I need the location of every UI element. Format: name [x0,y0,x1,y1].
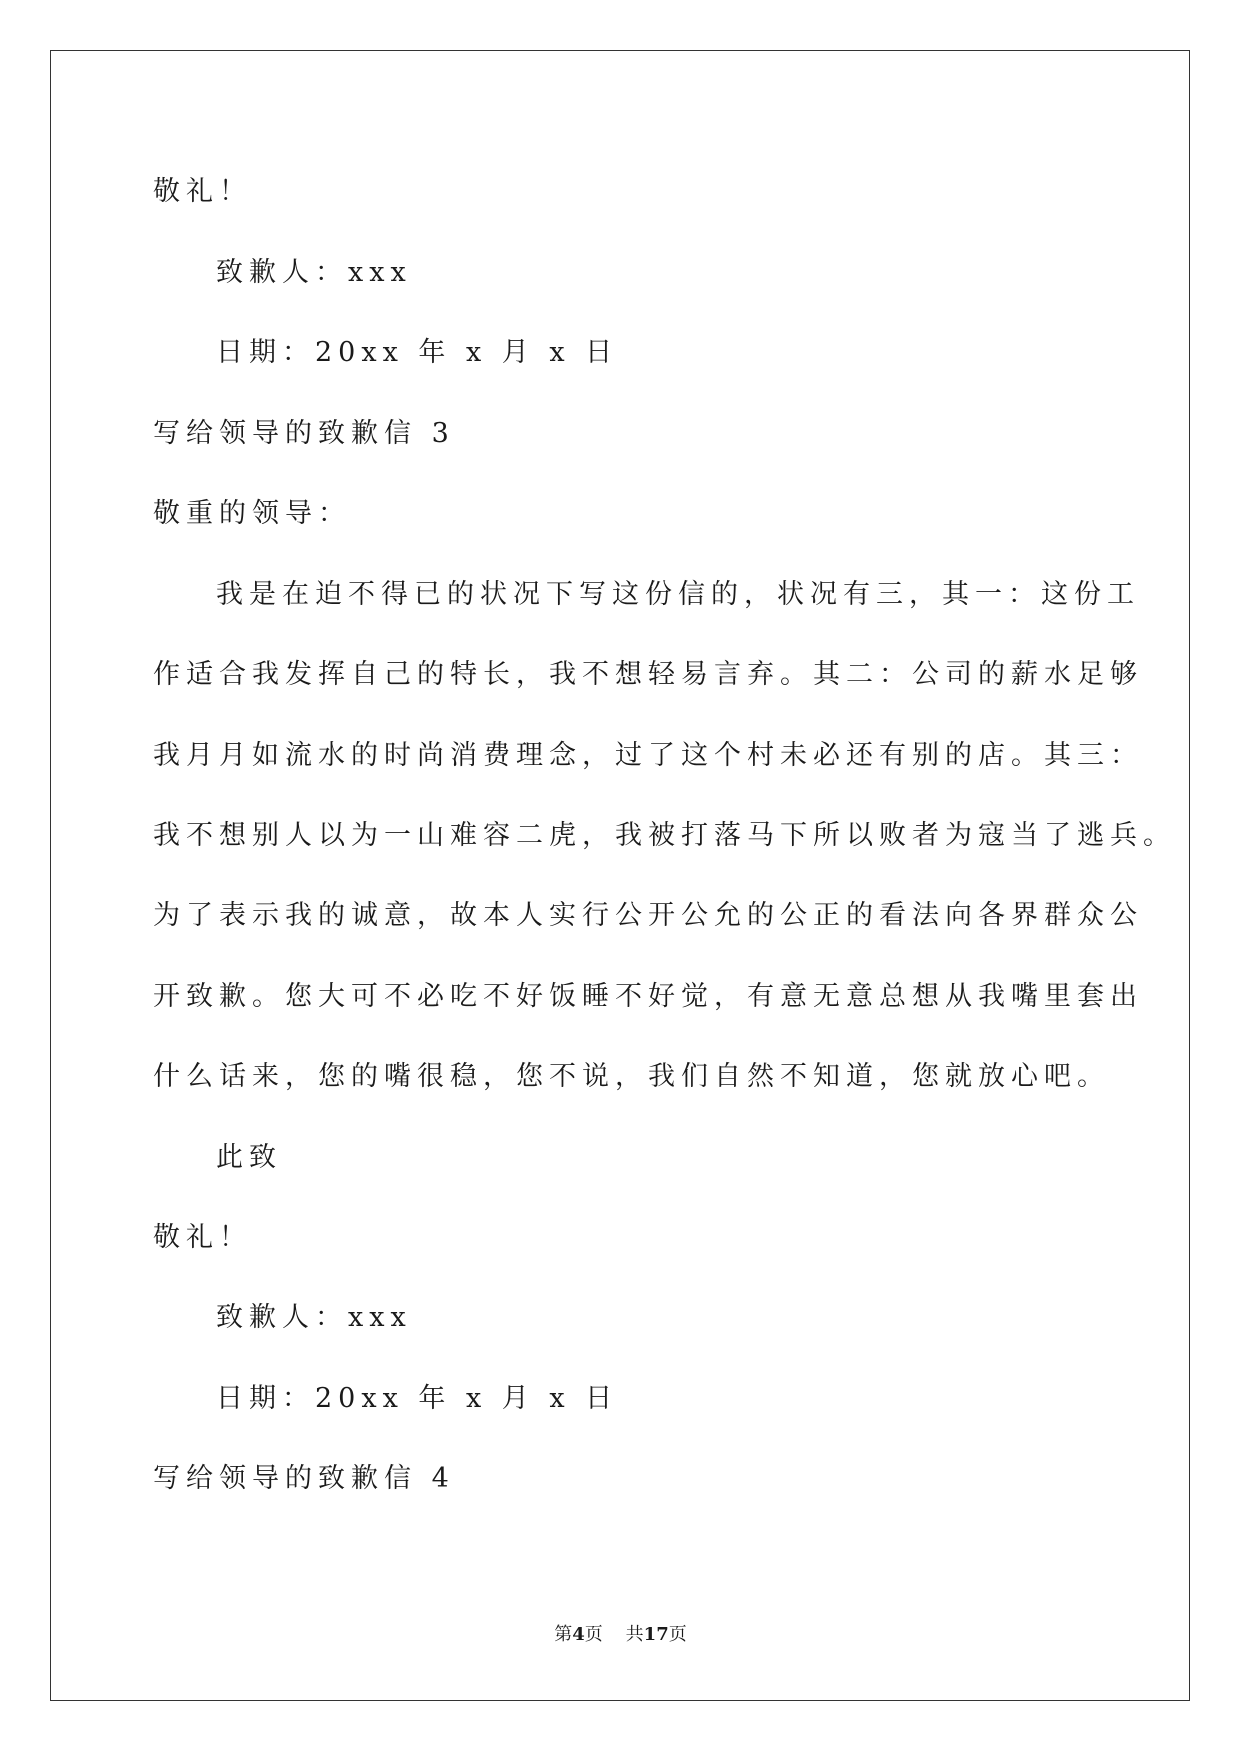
paragraph-line: 什么话来，您的嘴很稳，您不说，我们自然不知道，您就放心吧。 [153,1061,1110,1092]
page-suffix: 页 [584,1624,603,1645]
closing-salute: 敬礼！ [153,1222,252,1253]
total-pages: 17 [643,1624,669,1645]
paragraph-line: 开致歉。您大可不必吃不好饭睡不好觉，有意无意总想从我嘴里套出 [153,981,1143,1012]
section-heading: 写给领导的致歉信 4 [153,1463,455,1494]
salutation: 敬重的领导： [153,498,351,529]
closing-phrase: 此致 [216,1142,282,1173]
total-prefix: 共 [625,1624,644,1645]
page-border [50,50,1190,1701]
page-number: 4 [572,1624,585,1645]
signer-line: 致歉人：xxx [216,257,412,288]
paragraph-line: 我不想别人以为一山难容二虎，我被打落马下所以败者为寇当了逃兵。 [153,820,1176,851]
closing-salute: 敬礼！ [153,176,252,207]
paragraph-line: 为了表示我的诚意，故本人实行公开公允的公正的看法向各界群众公 [153,900,1143,931]
date-line: 日期：20xx 年 x 月 x 日 [216,337,619,368]
paragraph-line: 我月月如流水的时尚消费理念，过了这个村未必还有别的店。其三： [153,740,1143,771]
paragraph-line: 我是在迫不得已的状况下写这份信的，状况有三，其一：这份工 [216,579,1140,610]
page-prefix: 第 [554,1624,573,1645]
section-heading: 写给领导的致歉信 3 [153,418,455,449]
page-footer [0,1623,1241,1647]
paragraph-line: 作适合我发挥自己的特长，我不想轻易言弃。其二：公司的薪水足够 [153,659,1143,690]
total-suffix: 页 [668,1624,687,1645]
signer-line: 致歉人：xxx [216,1302,412,1333]
date-line: 日期：20xx 年 x 月 x 日 [216,1383,619,1414]
